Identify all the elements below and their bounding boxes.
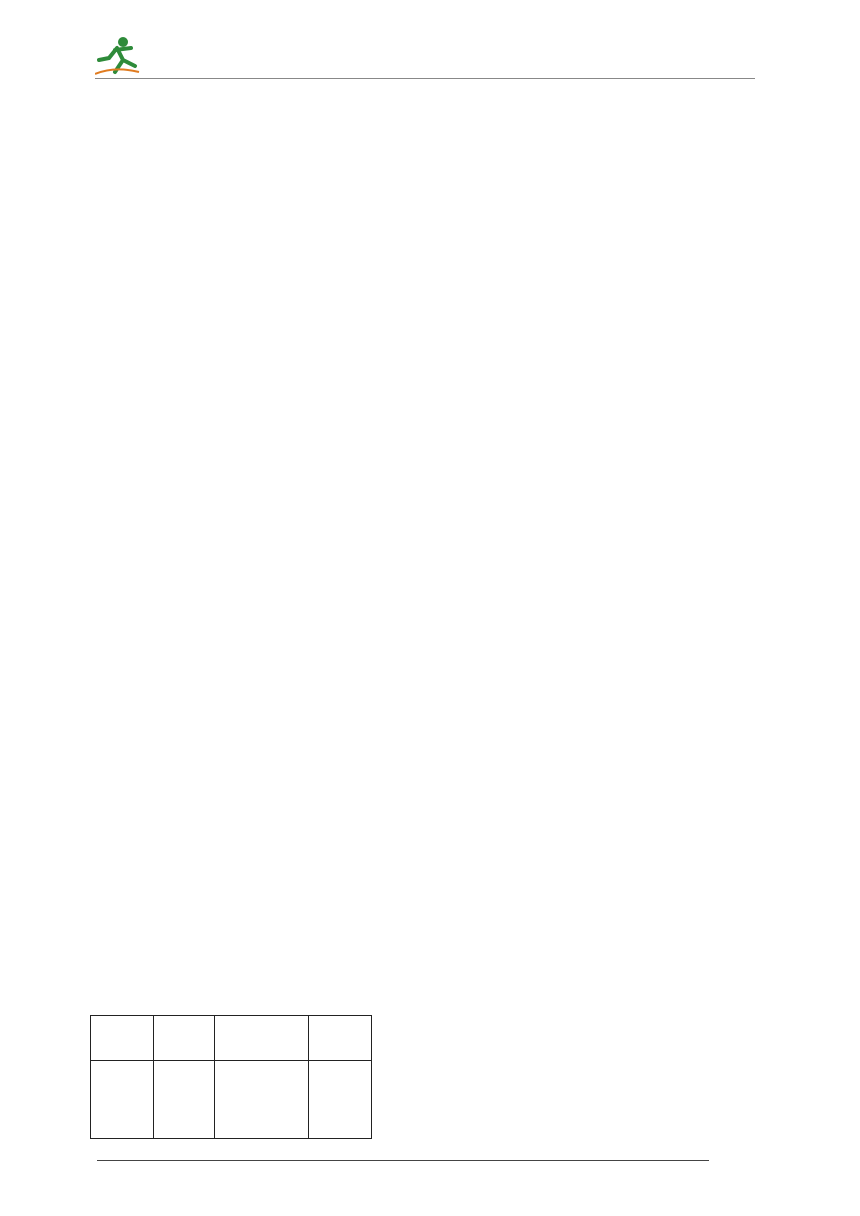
header-minivan: [91, 1016, 154, 1061]
car-tally: [215, 1061, 309, 1139]
header-bus: [154, 1016, 215, 1061]
header-divider: [95, 78, 755, 79]
minivan-tally: [91, 1061, 154, 1139]
site-logo: [95, 36, 255, 80]
motorcycle-tally: [309, 1061, 372, 1139]
footer-divider: [97, 1160, 709, 1161]
header-car: [215, 1016, 309, 1061]
runner-logo-icon: [95, 36, 141, 76]
weather-bar-chart: [100, 650, 360, 795]
header-motorcycle: [309, 1016, 372, 1061]
vehicle-tally-table: [90, 1015, 372, 1139]
bus-tally: [154, 1061, 215, 1139]
